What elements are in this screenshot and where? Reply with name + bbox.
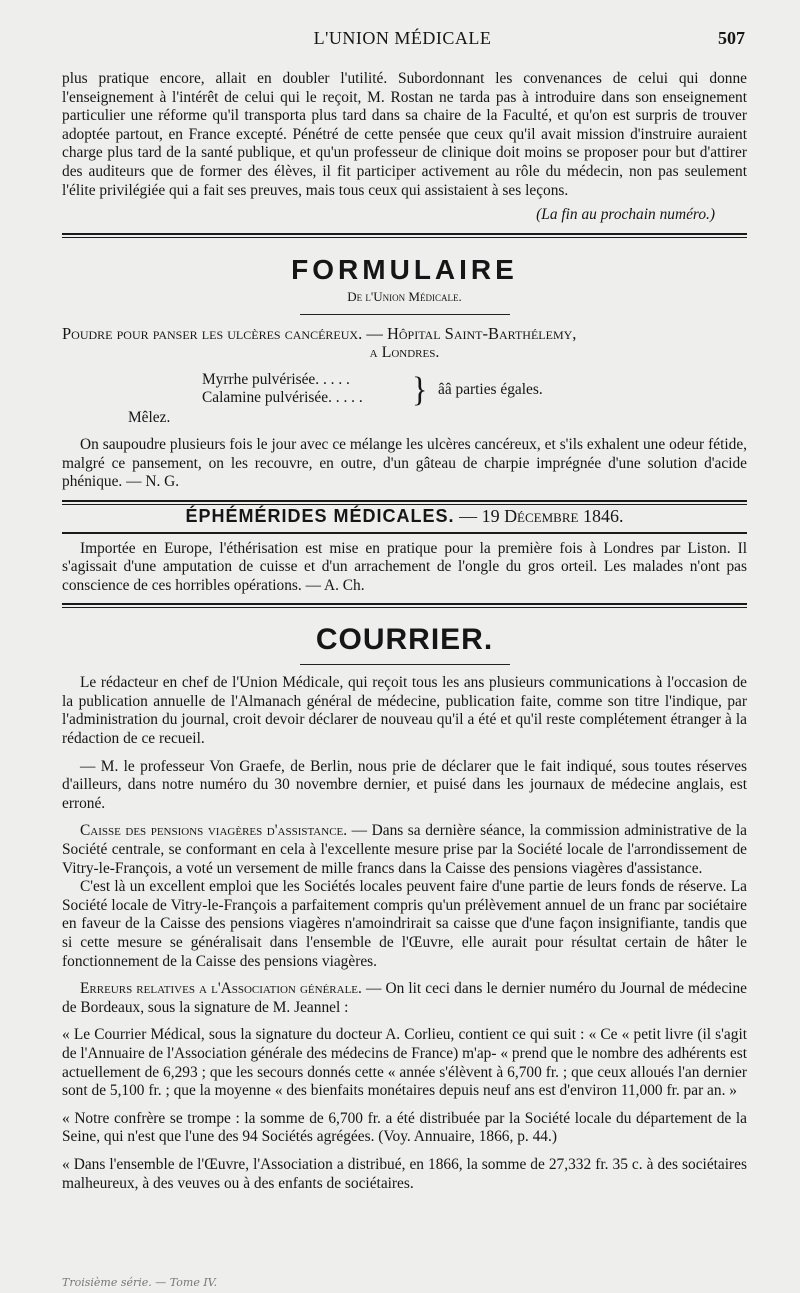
paragraph-text: — Dans sa dernière séance, la commission administrative de la Société centrale, se conformant en cela à l'excellente mesure prise par la Société locale de l'arrondissement de Vitry-le-François, a voté un versement de mille francs dans la Caisse des pensions viagères d'assistance. xyxy=(62,822,747,877)
section-divider xyxy=(62,233,747,238)
page-content xyxy=(62,70,747,1193)
ingredient-list xyxy=(62,368,747,409)
recipe-title: Poudre pour panser les ulcères cancéreux. — Hôpital Saint-Barthélemy, xyxy=(62,324,577,344)
short-rule xyxy=(300,314,510,315)
journal-title: L'UNION MÉDICALE xyxy=(313,28,492,48)
ingredient-myrrhe: Myrrhe pulvérisée. . . . . xyxy=(202,370,350,388)
running-header xyxy=(60,28,745,54)
ephemerides-title: ÉPHÉMÉRIDES MÉDICALES. xyxy=(185,505,455,526)
paragraph-text: — On lit ceci dans le dernier numéro du Journal de médecine de Bordeaux, sous la signature de M. Jeannel : xyxy=(62,980,747,1016)
courrier-paragraph: — M. le professeur Von Graefe, de Berlin, nous prie de déclarer que le fait indiqué, sous toutes réserves d'ailleurs, dans notre numéro du 30 novembre dernier, et puisé dans les journaux de médecine anglais, est erroné. xyxy=(62,757,747,812)
intro-paragraph: plus pratique encore, allait en doubler l'utilité. Subordonnant les convenances de celui qui donne l'enseignement à l'intérêt de celui qui le reçoit, M. Rostan ne tarda pas à introduire dans son enseignement particulier une réforme qu'il transporta plus tard dans sa chaire de la Faculté, et qu'on est surpris de trouver adoptée partout, en France excepté. Pénétré de cette pensée que ceux qu'il avait mission d'instruire auraient charge plus tard de la santé publique, et qu'un professeur de clinique doit moins se proposer pour but d'attirer des auditeurs que de former des élèves, il fit participer activement au rôle du médecin, non pas seulement l'élite privilégiée qui a fait ses preuves, mais tous ceux qui assistaient à ses leçons. xyxy=(62,70,747,199)
short-rule xyxy=(300,664,510,665)
brace-icon: } xyxy=(412,368,428,409)
courrier-paragraph xyxy=(62,980,747,1017)
quote-paragraph: « Notre confrère se trompe : la somme de 6,700 fr. a été distribuée par la Société locale du département de la Seine, qui n'est que l'une des 94 Sociétés agrégées. (Voy. Annuaire, 1866, p. 44.) xyxy=(62,1109,747,1146)
page-number: 507 xyxy=(718,28,745,48)
paragraph-heading: Erreurs relatives a l'Association générale. xyxy=(80,980,362,998)
mix-instruction: Mêlez. xyxy=(128,408,171,426)
section-divider xyxy=(62,532,747,534)
section-divider xyxy=(62,500,747,505)
courrier-paragraph: Le rédacteur en chef de l'Union Médicale, qui reçoit tous les ans plusieurs communications à l'occasion de la publication annuelle de l'Almanach général de médecine, publication faite, comme son titre l'indique, par l'administration du journal, croit devoir déclarer de nouveau qu'il a été et qu'il reste complétement étranger à la rédaction de ce recueil. xyxy=(62,674,747,748)
ingredient-parts: ââ parties égales. xyxy=(438,380,543,398)
courrier-paragraph xyxy=(62,822,747,878)
courrier-paragraph: C'est là un excellent emploi que les Sociétés locales peuvent faire d'une partie de leurs fonds de réserve. La Société locale de Vitry-le-François a parfaitement compris qu'un prélèvement annuel de un franc par sociétaire en faveur de la Caisse des pensions viagères n'amoindrirait sa caisse que d'une façon insignifiante, tandis que si cette mesure se généralisait dans l'ensemble de l'Œuvre, elle aurait pour résultat certain de hâter le fonctionnement de la Caisse des pensions viagères. xyxy=(62,878,747,970)
formulaire-title: FORMULAIRE xyxy=(291,253,518,285)
ephemerides-date: — 19 Décembre 1846. xyxy=(459,505,624,526)
quotation xyxy=(62,1026,747,1193)
ingredient-calamine: Calamine pulvérisée. . . . . xyxy=(202,388,363,406)
recipe-location: a Londres. xyxy=(369,343,440,361)
paragraph-heading: Caisse des pensions viagères d'assistance. xyxy=(80,822,348,840)
quote-paragraph: « Dans l'ensemble de l'Œuvre, l'Association a distribué, en 1866, la somme de 27,332 fr. 35 c. à des sociétaires malheureux, à des veuves ou à des enfants de sociétaires. xyxy=(62,1155,747,1192)
to-be-continued: (La fin au prochain numéro.) xyxy=(536,206,715,224)
ephemerides-heading xyxy=(62,507,747,526)
series-footer: Troisième série. — Tome IV. xyxy=(62,1276,218,1289)
formulaire-subtitle: De l'Union Médicale. xyxy=(347,288,462,304)
quote-paragraph: « Le Courrier Médical, sous la signature du docteur A. Corlieu, contient ce qui suit : « Ce « petit livre (il s'agit de l'Annuaire de l'Association générale des médecins de France) m'ap- « prend que le nombre des adhérents est actuellement de 6,293 ; que les secours donnés cette « année s'élèvent à 6,700 fr. ; que ceux alloués l'an dernier sont de 5,100 fr. ; que la moyenne « des bienfaits monétaires depuis neuf ans est d'environ 11,000 fr. par an. » xyxy=(62,1026,747,1100)
ephemerides-text: Importée en Europe, l'éthérisation est mise en pratique pour la première fois à Londres par Liston. Il s'agissait d'une amputation de cuisse et d'un arrachement de l'ongle du gros orteil. Les malades n'ont pas conscience de ces horribles opérations. — A. Ch. xyxy=(62,539,747,594)
courrier-title: COURRIER. xyxy=(315,623,494,657)
recipe-instructions: On saupoudre plusieurs fois le jour avec ce mélange les ulcères cancéreux, et s'ils exhalent une odeur fétide, malgré ce pansement, on les recouvre, en outre, d'un gâteau de charpie imprégnée d'une solution d'acide phénique. — N. G. xyxy=(62,436,747,491)
section-divider xyxy=(62,603,747,608)
